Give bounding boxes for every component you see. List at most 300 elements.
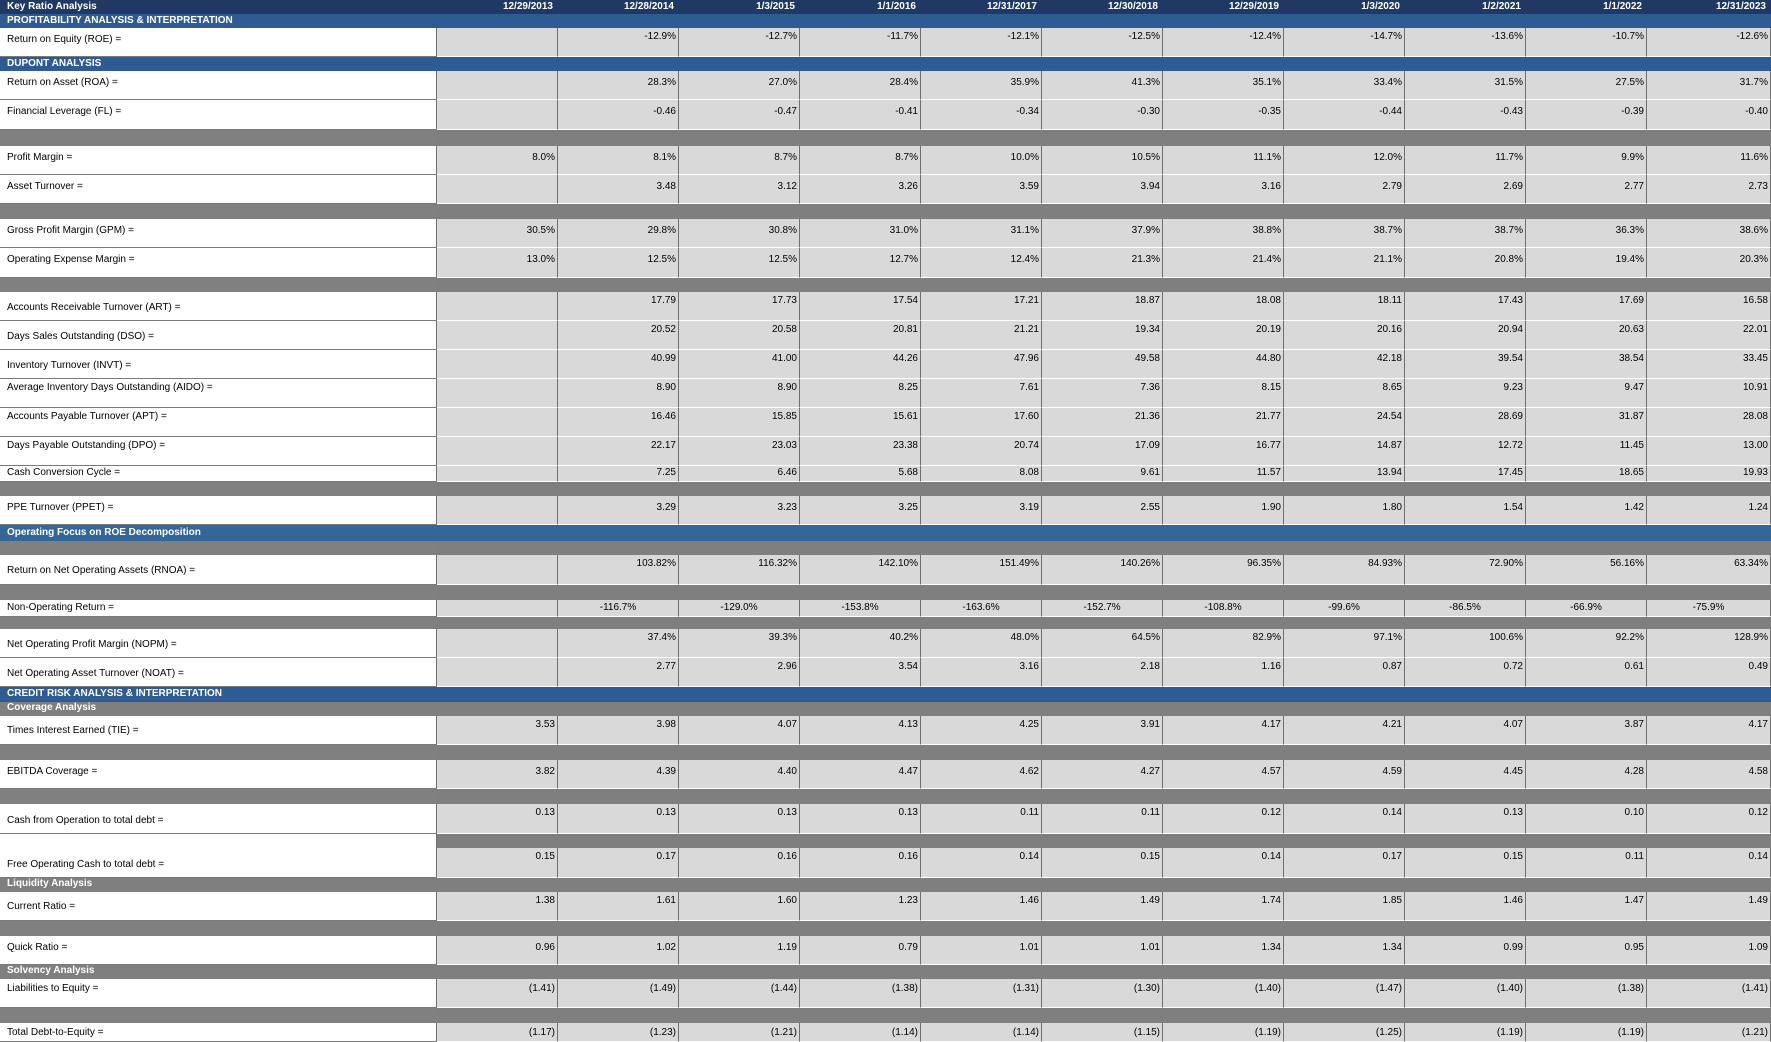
- table-title: Key Ratio Analysis: [0, 0, 437, 14]
- ratio-value: -66.9%: [1526, 600, 1647, 617]
- ratio-value: 4.13: [800, 716, 921, 745]
- ratio-value: 28.4%: [800, 71, 921, 100]
- ratio-row-tde: [0, 1023, 1771, 1042]
- ratio-row-at: [0, 175, 1771, 204]
- ratio-value: 17.21: [921, 292, 1042, 321]
- ratio-value: 4.47: [800, 760, 921, 789]
- ratio-value: 39.3%: [679, 629, 800, 658]
- ratio-label: Cash Conversion Cycle =: [0, 466, 437, 482]
- ratio-label: Accounts Receivable Turnover (ART) =: [0, 292, 437, 321]
- ratio-value: 3.87: [1526, 716, 1647, 745]
- ratio-value: 63.34%: [1647, 555, 1771, 585]
- ratio-value: 8.7%: [800, 146, 921, 175]
- ratio-value: 12.5%: [679, 248, 800, 278]
- ratio-value: -99.6%: [1284, 600, 1405, 617]
- ratio-value: 4.17: [1647, 716, 1771, 745]
- ratio-value: 1.09: [1647, 936, 1771, 965]
- ratio-value: 0.11: [1042, 804, 1163, 834]
- section-title: Operating Focus on ROE Decomposition: [0, 525, 1771, 541]
- ratio-value: -10.7%: [1526, 28, 1647, 57]
- column-header-date: 12/31/2023: [1647, 0, 1771, 14]
- ratio-value: -12.4%: [1163, 28, 1284, 57]
- column-header-date: 12/29/2019: [1163, 0, 1284, 14]
- ratio-value: 3.12: [679, 175, 800, 204]
- ratio-value: 0.14: [921, 848, 1042, 878]
- spacer-row: [0, 617, 1771, 629]
- ratio-value: [437, 379, 558, 408]
- ratio-row-roa: [0, 71, 1771, 100]
- ratio-label: Liabilities to Equity =: [0, 979, 437, 1008]
- ratio-value: 12.0%: [1284, 146, 1405, 175]
- ratio-label: Times Interest Earned (TIE) =: [0, 716, 437, 745]
- ratio-row-dso: [0, 321, 1771, 350]
- ratio-value: 2.77: [1526, 175, 1647, 204]
- ratio-value: (1.14): [921, 1023, 1042, 1042]
- ratio-value: -0.34: [921, 100, 1042, 130]
- ratio-value: 1.23: [800, 892, 921, 921]
- ratio-value: 3.53: [437, 716, 558, 745]
- ratio-value: 22.01: [1647, 321, 1771, 350]
- column-header-date: 1/1/2016: [800, 0, 921, 14]
- ratio-label: Current Ratio =: [0, 892, 437, 921]
- spacer-label-cell: [0, 789, 437, 804]
- subsection-header-coverage: [0, 702, 1771, 716]
- ratio-value: 128.9%: [1647, 629, 1771, 658]
- ratio-value: 142.10%: [800, 555, 921, 585]
- spacer-row: [0, 789, 1771, 804]
- ratio-value: (1.47): [1284, 979, 1405, 1008]
- ratio-value: 35.9%: [921, 71, 1042, 100]
- ratio-value: -0.44: [1284, 100, 1405, 130]
- ratio-label: Operating Expense Margin =: [0, 248, 437, 278]
- ratio-value: 16.46: [558, 408, 679, 437]
- ratio-row-lte: [0, 979, 1771, 1008]
- ratio-value: 12.72: [1405, 437, 1526, 466]
- ratio-value: [437, 100, 558, 130]
- ratio-value: -0.41: [800, 100, 921, 130]
- ratio-row-invt: [0, 350, 1771, 379]
- ratio-value: 8.65: [1284, 379, 1405, 408]
- ratio-value: 1.24: [1647, 496, 1771, 525]
- ratio-value: 8.7%: [679, 146, 800, 175]
- ratio-value: 17.69: [1526, 292, 1647, 321]
- ratio-value: 96.35%: [1163, 555, 1284, 585]
- ratio-value: 1.46: [1405, 892, 1526, 921]
- ratio-label: Average Inventory Days Outstanding (AIDO) =: [0, 379, 437, 408]
- ratio-value: 17.79: [558, 292, 679, 321]
- ratio-value: 41.00: [679, 350, 800, 379]
- ratio-value: 1.61: [558, 892, 679, 921]
- ratio-value: 30.8%: [679, 219, 800, 248]
- ratio-value: 4.27: [1042, 760, 1163, 789]
- ratio-value: 4.58: [1647, 760, 1771, 789]
- column-header-date: 1/1/2022: [1526, 0, 1647, 14]
- ratio-value: 37.4%: [558, 629, 679, 658]
- ratio-value: 0.16: [679, 848, 800, 878]
- ratio-row-nor: [0, 600, 1771, 617]
- ratio-value: 4.39: [558, 760, 679, 789]
- ratio-value: 0.61: [1526, 658, 1647, 687]
- ratio-row-focf: [0, 848, 1771, 878]
- ratio-value: 84.93%: [1284, 555, 1405, 585]
- ratio-value: (1.40): [1163, 979, 1284, 1008]
- section-header-profitability: [0, 14, 1771, 28]
- ratio-row-cr: [0, 892, 1771, 921]
- ratio-value: (1.23): [558, 1023, 679, 1042]
- ratio-value: 19.34: [1042, 321, 1163, 350]
- ratio-value: 3.16: [1163, 175, 1284, 204]
- ratio-value: 0.99: [1405, 936, 1526, 965]
- ratio-value: 0.17: [558, 848, 679, 878]
- ratio-value: 0.95: [1526, 936, 1647, 965]
- ratio-value: 42.18: [1284, 350, 1405, 379]
- ratio-value: 17.45: [1405, 466, 1526, 482]
- ratio-value: [437, 292, 558, 321]
- ratio-value: 20.3%: [1647, 248, 1771, 278]
- ratio-label: PPE Turnover (PPET) =: [0, 496, 437, 525]
- ratio-value: 0.14: [1284, 804, 1405, 834]
- ratio-value: 1.90: [1163, 496, 1284, 525]
- ratio-value: 20.81: [800, 321, 921, 350]
- ratio-value: 5.68: [800, 466, 921, 482]
- ratio-value: 20.8%: [1405, 248, 1526, 278]
- ratio-value: 31.5%: [1405, 71, 1526, 100]
- ratio-value: 1.46: [921, 892, 1042, 921]
- ratio-value: 0.13: [800, 804, 921, 834]
- ratio-value: 140.26%: [1042, 555, 1163, 585]
- ratio-value: 21.36: [1042, 408, 1163, 437]
- ratio-value: 1.42: [1526, 496, 1647, 525]
- column-header-date: 1/2/2021: [1405, 0, 1526, 14]
- ratio-value: 64.5%: [1042, 629, 1163, 658]
- ratio-value: 4.40: [679, 760, 800, 789]
- ratio-row-nopm: [0, 629, 1771, 658]
- ratio-value: -75.9%: [1647, 600, 1771, 617]
- spacer-row: [0, 1008, 1771, 1023]
- ratio-value: [437, 350, 558, 379]
- ratio-value: 0.12: [1647, 804, 1771, 834]
- ratio-value: 4.07: [679, 716, 800, 745]
- ratio-value: 0.49: [1647, 658, 1771, 687]
- ratio-value: -14.7%: [1284, 28, 1405, 57]
- ratio-value: -116.7%: [558, 600, 679, 617]
- ratio-value: 3.59: [921, 175, 1042, 204]
- ratio-value: 0.15: [437, 848, 558, 878]
- ratio-value: 49.58: [1042, 350, 1163, 379]
- ratio-value: 8.0%: [437, 146, 558, 175]
- ratio-value: (1.21): [1647, 1023, 1771, 1042]
- ratio-value: 21.3%: [1042, 248, 1163, 278]
- subsection-header-liquidity: [0, 878, 1771, 892]
- ratio-value: 29.8%: [558, 219, 679, 248]
- ratio-value: (1.19): [1163, 1023, 1284, 1042]
- ratio-value: -0.40: [1647, 100, 1771, 130]
- ratio-value: 19.4%: [1526, 248, 1647, 278]
- ratio-value: 1.60: [679, 892, 800, 921]
- ratio-value: 20.58: [679, 321, 800, 350]
- ratio-label: Free Operating Cash to total debt =: [0, 848, 437, 878]
- ratio-value: 3.94: [1042, 175, 1163, 204]
- ratio-value: 6.46: [679, 466, 800, 482]
- ratio-value: 35.1%: [1163, 71, 1284, 100]
- ratio-value: 0.16: [800, 848, 921, 878]
- ratio-value: 4.07: [1405, 716, 1526, 745]
- ratio-value: -129.0%: [679, 600, 800, 617]
- spacer-fill: [437, 745, 1771, 760]
- spacer-label-cell: [0, 204, 437, 219]
- ratio-value: 4.62: [921, 760, 1042, 789]
- ratio-label: Return on Equity (ROE) =: [0, 28, 437, 57]
- ratio-value: 27.0%: [679, 71, 800, 100]
- ratio-value: -153.8%: [800, 600, 921, 617]
- ratio-value: 11.45: [1526, 437, 1647, 466]
- spacer-label-cell: [0, 834, 437, 848]
- ratio-value: 0.15: [1405, 848, 1526, 878]
- ratio-value: 1.34: [1284, 936, 1405, 965]
- ratio-value: 18.11: [1284, 292, 1405, 321]
- ratio-label: Inventory Turnover (INVT) =: [0, 350, 437, 379]
- ratio-value: 16.77: [1163, 437, 1284, 466]
- ratio-value: -0.47: [679, 100, 800, 130]
- ratio-row-ebitda: [0, 760, 1771, 789]
- ratio-value: 14.87: [1284, 437, 1405, 466]
- ratio-label: Gross Profit Margin (GPM) =: [0, 219, 437, 248]
- section-title: DUPONT ANALYSIS: [0, 57, 1771, 71]
- ratio-value: -0.30: [1042, 100, 1163, 130]
- ratio-value: 18.08: [1163, 292, 1284, 321]
- spacer-label-cell: [0, 585, 437, 600]
- ratio-value: (1.30): [1042, 979, 1163, 1008]
- ratio-row-tie: [0, 716, 1771, 745]
- ratio-value: (1.40): [1405, 979, 1526, 1008]
- spacer-fill: [437, 585, 1771, 600]
- ratio-value: 21.4%: [1163, 248, 1284, 278]
- section-title: CREDIT RISK ANALYSIS & INTERPRETATION: [0, 687, 1771, 702]
- ratio-value: (1.38): [800, 979, 921, 1008]
- ratio-value: 8.08: [921, 466, 1042, 482]
- spacer-row: [0, 482, 1771, 496]
- ratio-value: 44.80: [1163, 350, 1284, 379]
- ratio-value: 23.38: [800, 437, 921, 466]
- ratio-value: 9.23: [1405, 379, 1526, 408]
- ratio-value: 30.5%: [437, 219, 558, 248]
- ratio-value: 0.79: [800, 936, 921, 965]
- ratio-value: 0.13: [1405, 804, 1526, 834]
- ratio-value: 151.49%: [921, 555, 1042, 585]
- ratio-row-cfo: [0, 804, 1771, 834]
- ratio-value: 27.5%: [1526, 71, 1647, 100]
- ratio-value: 8.90: [679, 379, 800, 408]
- column-header-date: 12/31/2017: [921, 0, 1042, 14]
- column-header-date: 1/3/2020: [1284, 0, 1405, 14]
- spacer-label-cell: [0, 278, 437, 292]
- ratio-value: 4.25: [921, 716, 1042, 745]
- ratio-value: [437, 175, 558, 204]
- ratio-value: 12.4%: [921, 248, 1042, 278]
- ratio-value: 2.77: [558, 658, 679, 687]
- ratio-row-fl: [0, 100, 1771, 130]
- ratio-value: 17.60: [921, 408, 1042, 437]
- ratio-value: -11.7%: [800, 28, 921, 57]
- ratio-value: 7.61: [921, 379, 1042, 408]
- ratio-value: 103.82%: [558, 555, 679, 585]
- ratio-value: -108.8%: [1163, 600, 1284, 617]
- ratio-row-noat: [0, 658, 1771, 687]
- ratio-value: 0.96: [437, 936, 558, 965]
- ratio-value: -12.9%: [558, 28, 679, 57]
- ratio-row-gpm: [0, 219, 1771, 248]
- ratio-value: (1.14): [800, 1023, 921, 1042]
- ratio-value: 21.77: [1163, 408, 1284, 437]
- ratio-value: 1.54: [1405, 496, 1526, 525]
- ratio-value: 48.0%: [921, 629, 1042, 658]
- ratio-value: 21.21: [921, 321, 1042, 350]
- ratio-value: [437, 466, 558, 482]
- ratio-value: 2.79: [1284, 175, 1405, 204]
- ratio-value: (1.38): [1526, 979, 1647, 1008]
- column-header-date: 12/28/2014: [558, 0, 679, 14]
- section-title: Solvency Analysis: [0, 965, 1771, 979]
- ratio-value: 33.45: [1647, 350, 1771, 379]
- ratio-value: [437, 629, 558, 658]
- ratio-value: 3.29: [558, 496, 679, 525]
- ratio-value: 24.54: [1284, 408, 1405, 437]
- ratio-value: 1.49: [1042, 892, 1163, 921]
- ratio-value: 2.96: [679, 658, 800, 687]
- ratio-value: (1.25): [1284, 1023, 1405, 1042]
- ratio-value: [437, 496, 558, 525]
- ratio-value: 17.09: [1042, 437, 1163, 466]
- ratio-value: 0.11: [921, 804, 1042, 834]
- ratio-value: 38.54: [1526, 350, 1647, 379]
- ratio-value: 0.87: [1284, 658, 1405, 687]
- ratio-value: (1.41): [1647, 979, 1771, 1008]
- ratio-value: 100.6%: [1405, 629, 1526, 658]
- ratio-value: 12.5%: [558, 248, 679, 278]
- ratio-label: Quick Ratio =: [0, 936, 437, 965]
- ratio-value: 97.1%: [1284, 629, 1405, 658]
- ratio-value: 39.54: [1405, 350, 1526, 379]
- ratio-value: 40.99: [558, 350, 679, 379]
- ratio-value: 1.19: [679, 936, 800, 965]
- ratio-value: 92.2%: [1526, 629, 1647, 658]
- spacer-row: [0, 204, 1771, 219]
- ratio-value: 17.54: [800, 292, 921, 321]
- ratio-value: -0.43: [1405, 100, 1526, 130]
- ratio-label: Asset Turnover =: [0, 175, 437, 204]
- ratio-value: (1.17): [437, 1023, 558, 1042]
- ratio-value: 31.0%: [800, 219, 921, 248]
- ratio-value: (1.31): [921, 979, 1042, 1008]
- ratio-value: 13.00: [1647, 437, 1771, 466]
- ratio-value: 10.5%: [1042, 146, 1163, 175]
- ratio-value: [437, 408, 558, 437]
- ratio-value: 47.96: [921, 350, 1042, 379]
- ratio-value: 0.12: [1163, 804, 1284, 834]
- spacer-row: [0, 745, 1771, 760]
- ratio-label: Net Operating Asset Turnover (NOAT) =: [0, 658, 437, 687]
- spacer-row: [0, 130, 1771, 146]
- section-header-operating-focus: [0, 525, 1771, 541]
- ratio-value: 3.48: [558, 175, 679, 204]
- ratio-value: 0.10: [1526, 804, 1647, 834]
- spacer-label-cell: [0, 617, 437, 629]
- ratio-value: 28.08: [1647, 408, 1771, 437]
- ratio-value: 3.54: [800, 658, 921, 687]
- ratio-value: 7.36: [1042, 379, 1163, 408]
- ratio-row-ppet: [0, 496, 1771, 525]
- ratio-row-qr: [0, 936, 1771, 965]
- ratio-value: 3.16: [921, 658, 1042, 687]
- ratio-value: 40.2%: [800, 629, 921, 658]
- ratio-row-rnoa: [0, 555, 1771, 585]
- ratio-value: 1.80: [1284, 496, 1405, 525]
- ratio-value: 7.25: [558, 466, 679, 482]
- ratio-value: 56.16%: [1526, 555, 1647, 585]
- section-header-dupont: [0, 57, 1771, 71]
- spacer-row: [0, 834, 1771, 848]
- ratio-label: Profit Margin =: [0, 146, 437, 175]
- ratio-value: (1.19): [1526, 1023, 1647, 1042]
- ratio-value: 0.17: [1284, 848, 1405, 878]
- spacer-fill: [437, 834, 1771, 848]
- ratio-value: 20.16: [1284, 321, 1405, 350]
- ratio-value: 1.02: [558, 936, 679, 965]
- ratio-value: 11.57: [1163, 466, 1284, 482]
- ratio-value: 116.32%: [679, 555, 800, 585]
- spacer-row: [0, 585, 1771, 600]
- ratio-value: 20.52: [558, 321, 679, 350]
- section-title: Coverage Analysis: [0, 702, 1771, 716]
- ratio-value: -86.5%: [1405, 600, 1526, 617]
- ratio-value: 31.1%: [921, 219, 1042, 248]
- spacer-fill: [437, 921, 1771, 936]
- ratio-value: (1.41): [437, 979, 558, 1008]
- ratio-value: (1.49): [558, 979, 679, 1008]
- ratio-value: 31.87: [1526, 408, 1647, 437]
- ratio-value: 0.15: [1042, 848, 1163, 878]
- ratio-value: [437, 658, 558, 687]
- spacer-fill: [437, 541, 1771, 555]
- ratio-value: 37.9%: [1042, 219, 1163, 248]
- spacer-label-cell: [0, 921, 437, 936]
- ratio-value: 1.47: [1526, 892, 1647, 921]
- ratio-value: 8.1%: [558, 146, 679, 175]
- spacer-label-cell: [0, 745, 437, 760]
- ratio-value: -0.35: [1163, 100, 1284, 130]
- ratio-value: 23.03: [679, 437, 800, 466]
- ratio-value: 21.1%: [1284, 248, 1405, 278]
- ratio-value: 3.26: [800, 175, 921, 204]
- ratio-value: 1.74: [1163, 892, 1284, 921]
- ratio-value: 3.91: [1042, 716, 1163, 745]
- ratio-value: 28.69: [1405, 408, 1526, 437]
- ratio-value: (1.21): [679, 1023, 800, 1042]
- ratio-row-apt: [0, 408, 1771, 437]
- ratio-value: 4.21: [1284, 716, 1405, 745]
- ratio-value: 3.98: [558, 716, 679, 745]
- ratio-value: 72.90%: [1405, 555, 1526, 585]
- ratio-value: 82.9%: [1163, 629, 1284, 658]
- ratio-value: 3.23: [679, 496, 800, 525]
- ratio-value: 18.87: [1042, 292, 1163, 321]
- ratio-value: 2.18: [1042, 658, 1163, 687]
- ratio-value: 4.57: [1163, 760, 1284, 789]
- ratio-label: Return on Asset (ROA) =: [0, 71, 437, 100]
- ratio-value: 11.7%: [1405, 146, 1526, 175]
- ratio-value: -12.7%: [679, 28, 800, 57]
- ratio-value: 0.13: [558, 804, 679, 834]
